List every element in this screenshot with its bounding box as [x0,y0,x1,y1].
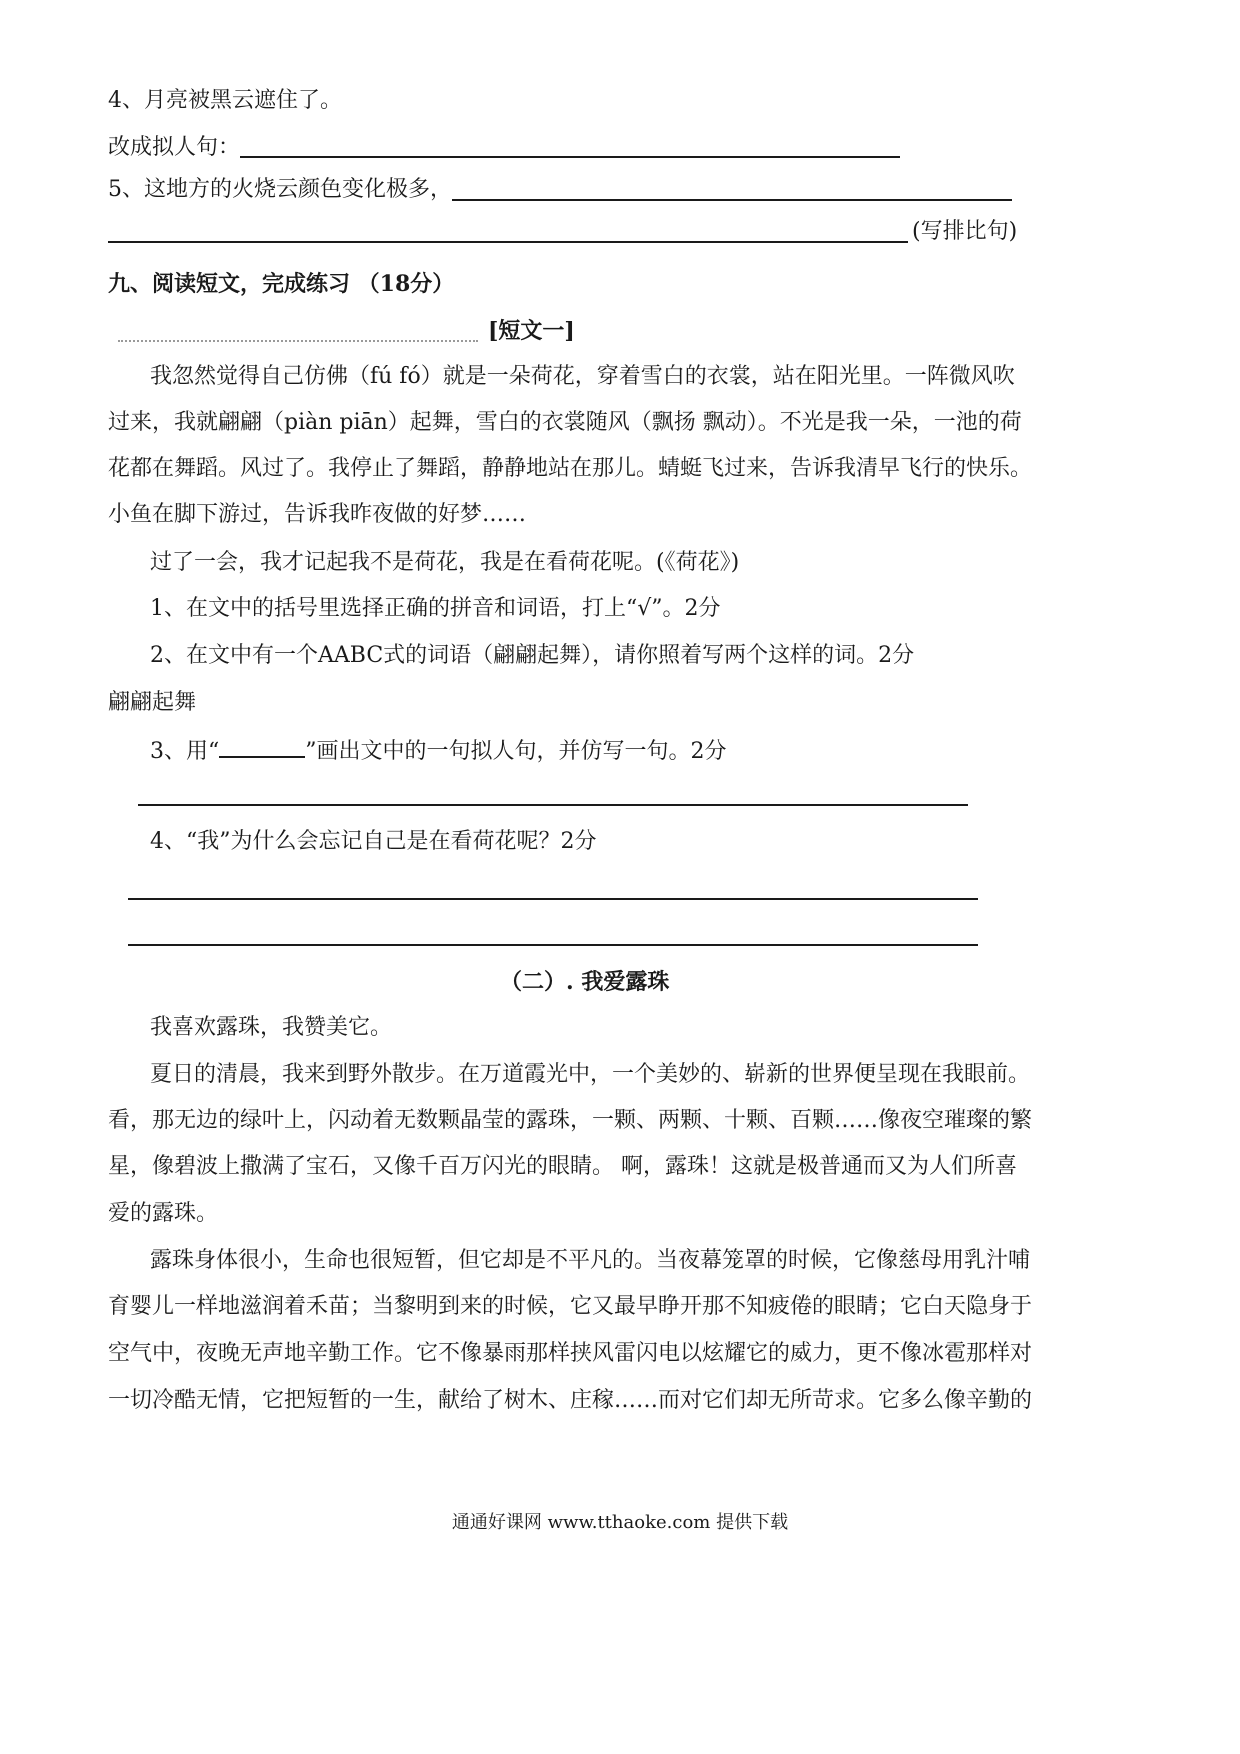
passage1-title: [短文一] [488,318,575,344]
q5-answer-line-1[interactable] [452,199,1012,201]
passage1-question-3 [150,734,727,767]
passage2-line: 夏日的清晨，我来到野外散步。在万道霞光中，一个美妙的、崭新的世界便呈现在我眼前。 [150,1062,1031,1087]
passage1-line: 过来，我就翩翩（piàn piān）起舞，雪白的衣裳随风（飘扬 飘动）。不光是我一朵，一池的荷 [108,410,1022,435]
passage1-question-4: 4、“我”为什么会忘记自己是在看荷花呢？2分 [150,829,597,854]
q5-answer-line-2[interactable] [108,241,908,243]
underline-sample [219,734,305,758]
q3-answer-line[interactable] [138,804,968,806]
passage1-line: 我忽然觉得自己仿佛（fú fó）就是一朵荷花，穿着雪白的衣裳，站在阳光里。一阵微风吹 [150,364,1015,389]
passage1-line: 过了一会，我才记起我不是荷花，我是在看荷花呢。(《荷花》) [150,550,740,575]
q4-answer-line-1[interactable] [128,898,978,900]
passage2-line: 一切冷酷无情，它把短暂的一生，献给了树木、庄稼……而对它们却无所苛求。它多么像辛勤的 [108,1388,1033,1413]
passage2-line: 露珠身体很小，生命也很短暂，但它却是不平凡的。当夜幕笼罩的时候，它像慈母用乳汁哺 [150,1248,1031,1273]
passage1-question-1: 1、在文中的括号里选择正确的拼音和词语，打上“√”。2分 [150,596,721,621]
passage2-line: 育婴儿一样地滋润着禾苗；当黎明到来的时候，它又最早睁开那不知疲倦的眼睛；它白天隐身于 [108,1294,1033,1319]
passage2-line: 我喜欢露珠，我赞美它。 [150,1015,393,1040]
question-2-example: 翩翩起舞 [108,690,197,715]
q4-answer-line[interactable] [240,156,900,158]
passage2-line: 爱的露珠。 [108,1201,219,1226]
passage2-line: 看，那无边的绿叶上，闪动着无数颗晶莹的露珠，一颗、两颗、十颗、百颗……像夜空璀璨的繁 [108,1108,1033,1133]
q4-text: 4、月亮被黑云遮住了。 [108,88,342,113]
q5-text: 5、这地方的火烧云颜色变化极多， [108,177,452,202]
q4-answer-line-2[interactable] [128,944,978,946]
page-footer: 通通好课网 www.tthaoke.com 提供下载 [451,1512,789,1533]
passage2-line: 空气中，夜晚无声地辛勤工作。它不像暴雨那样挟风雷闪电以炫耀它的威力，更不像冰雹那样对 [108,1341,1033,1366]
question-3-prefix: 3、用“ [150,739,220,764]
passage1-line: 花都在舞蹈。风过了。我停止了舞蹈，静静地站在那儿。蜻蜓飞过来，告诉我清早飞行的快乐。 [108,456,1033,481]
q4-prompt: 改成拟人句： [108,135,241,160]
question-3-suffix: ”画出文中的一句拟人句，并仿写一句。2分 [305,739,727,764]
passage1-question-2: 2、在文中有一个AABC式的词语（翩翩起舞），请你照着写两个这样的词。2分 [150,643,915,668]
section9-heading: 九、阅读短文，完成练习 （18分） [108,271,455,297]
passage2-line: 星，像碧波上撒满了宝石，又像千百万闪光的眼睛。 啊，露珠！这就是极普通而又为人们所喜 [108,1154,1017,1179]
q5-hint: (写排比句) [912,219,1018,244]
passage2-title: （二）. 我爱露珠 [500,969,670,995]
passage1-line: 小鱼在脚下游过，告诉我昨夜做的好梦…… [108,502,527,527]
title-dotted-leader [118,340,478,342]
